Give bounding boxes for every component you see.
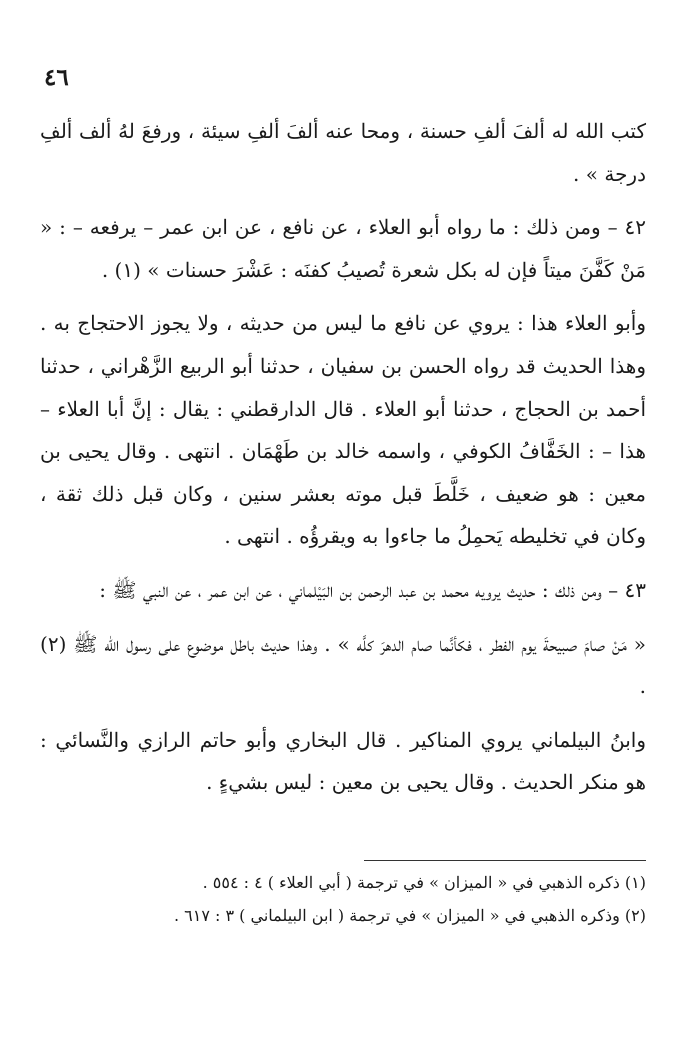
paragraph-hadith-42: ٤٢ – ومن ذلك : ما رواه أبو العلاء ، عن نافع ، عن ابن عمر – يرفعه – : « مَنْ كَفَّنَ ميتاً فإن له بكل شعرة تُصيبُ كفنَه : عَشْرَ حسنات » (١) . bbox=[40, 215, 646, 282]
footnote-1: (١) ذكره الذهبي في « الميزان » في ترجمة ( أبي العلاء ) ٤ : ٥٥٤ . bbox=[202, 873, 646, 892]
main-text bbox=[40, 110, 646, 804]
footnote-2: (٢) وذكره الذهبي في « الميزان » في ترجمة ( ابن البيلماني ) ٣ : ٦١٧ . bbox=[173, 906, 646, 925]
paragraph-hadith-43-text: « مَنْ صامَ صبيحةَ يوم الفطر ، فكأنَّما صام الدهرَ كلَّه » . وهذا حديث باطل موضوع على رسول الله ﷺ (٢) . bbox=[40, 631, 646, 699]
paragraph-continuation: كتب الله له ألفَ ألفِ حسنة ، ومحا عنه ألفَ ألفِ سيئة ، ورفعَ لهُ ألف ألفِ درجة » . bbox=[40, 119, 646, 186]
footnote-divider bbox=[364, 860, 646, 861]
paragraph-commentary-43: وابنُ البيلماني يروي المناكير . قال البخاري وأبو حاتم الرازي والنَّسائي : هو منكر الحديث . وقال يحيى بن معين : ليس بشيءٍ . bbox=[40, 727, 646, 795]
paragraph-hadith-43: ٤٣ – ومن ذلك : حديث يرويه محمد بن عبد الرحمن بن البَيْلماني ، عن ابن عمر ، عن النبي ﷺ : bbox=[99, 577, 646, 602]
paragraph-commentary-42: وأبو العلاء هذا : يروي عن نافع ما ليس من حديثه ، ولا يجوز الاحتجاج به . وهذا الحديث قد رواه الحسن بن سفيان ، حدثنا أبو الربيع الزَّهْراني ، حدثنا أحمد بن الحجاج ، حدثنا أبو العلاء . قال الدارقطني : يقال : إنَّ أبا العلاء – هذا – : الخَفَّافُ الكوفي ، واسمه خالد بن طَهْمَان . انتهى . وقال يحيى بن معين : هو ضعيف ، خَلَّطَ قبل موته بعشر سنين ، وكان قبل ذلك ثقة ، وكان في تخليطه يَحمِلُ ما جاءوا به ويقرؤُه . انتهى . bbox=[40, 311, 646, 549]
footnotes bbox=[40, 866, 646, 932]
page-number: ٤٦ bbox=[44, 64, 69, 91]
